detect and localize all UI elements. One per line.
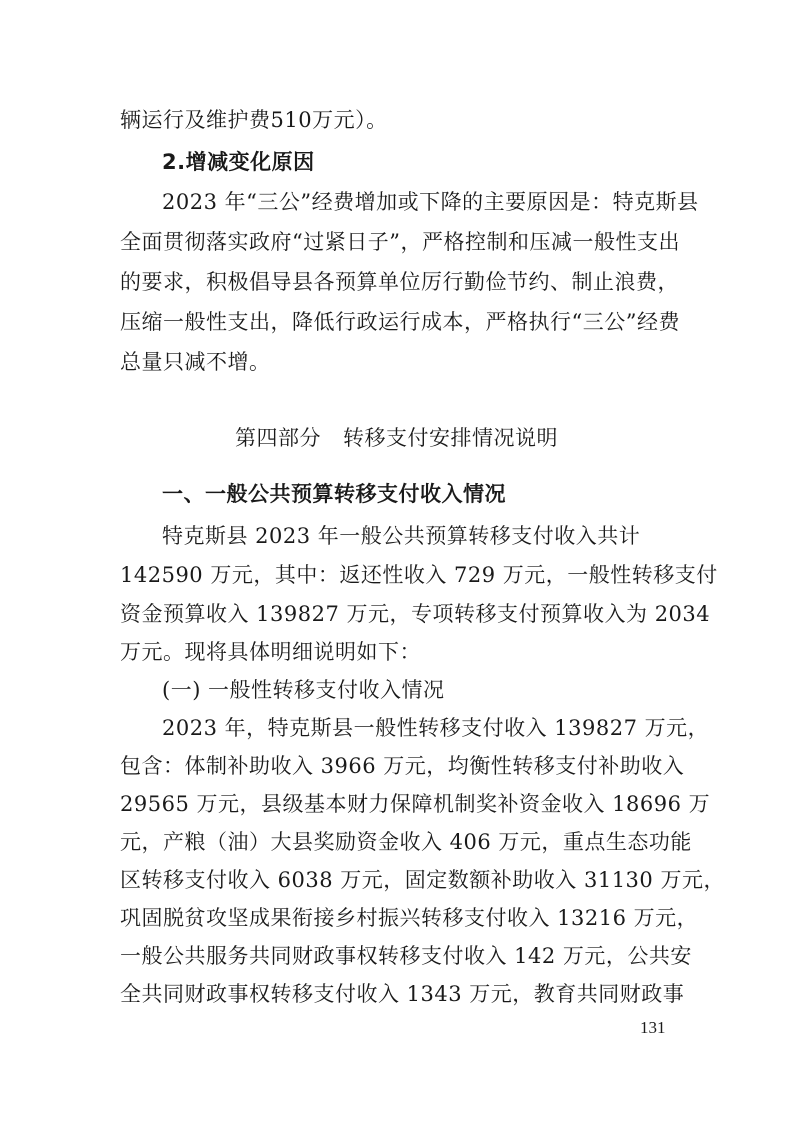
page-number: 131	[640, 1018, 666, 1037]
paragraph-line: 全面贯彻落实政府“过紧日子”，严格控制和压减一般性支出	[120, 230, 680, 254]
paragraph-line: 资金预算收入 139827 万元，专项转移支付预算收入为 2034	[120, 602, 711, 626]
subheading-general-transfer: (一) 一般性转移支付收入情况	[162, 678, 445, 702]
paragraph-line: 辆运行及维护费510万元）。	[120, 108, 388, 132]
paragraph-line: 万元。现将具体明细说明如下：	[120, 640, 421, 664]
paragraph-line: 总量只减不增。	[120, 350, 271, 374]
paragraph-line: 的要求，积极倡导县各预算单位厉行勤俭节约、制止浪费，	[120, 270, 679, 294]
section-title	[235, 424, 558, 452]
paragraph-line: 一般公共服务共同财政事权转移支付收入 142 万元，公共安	[120, 944, 692, 968]
section-title-text: 转移支付安排情况说明	[343, 426, 558, 450]
paragraph-line: 巩固脱贫攻坚成果衔接乡村振兴转移支付收入 13216 万元，	[120, 906, 699, 930]
paragraph-line: 全共同财政事权转移支付收入 1343 万元，教育共同财政事	[120, 982, 685, 1006]
paragraph-line: 2023 年，特克斯县一般性转移支付收入 139827 万元，	[162, 716, 710, 740]
paragraph-line: 压缩一般性支出，降低行政运行成本，严格执行“三公”经费	[120, 310, 680, 334]
paragraph-line: 区转移支付收入 6038 万元，固定数额补助收入 31130 万元，	[120, 868, 725, 892]
section-part-label: 第四部分	[235, 426, 321, 450]
paragraph-line: 元，产粮（油）大县奖励资金收入 406 万元，重点生态功能	[120, 830, 692, 854]
heading-general-transfer: 一、一般公共预算转移支付收入情况	[162, 482, 506, 506]
paragraph-line: 特克斯县 2023 年一般公共预算转移支付收入共计	[162, 524, 641, 548]
paragraph-line: 142590 万元，其中：返还性收入 729 万元，一般性转移支付	[120, 563, 718, 587]
paragraph-line: 2023 年“三公”经费增加或下降的主要原因是：特克斯县	[162, 190, 699, 214]
paragraph-line: 包含：体制补助收入 3966 万元，均衡性转移支付补助收入	[120, 754, 685, 778]
paragraph-line: 29565 万元，县级基本财力保障机制奖补资金收入 18696 万	[120, 792, 711, 816]
subheading-change-reason: 2.增减变化原因	[162, 150, 315, 174]
